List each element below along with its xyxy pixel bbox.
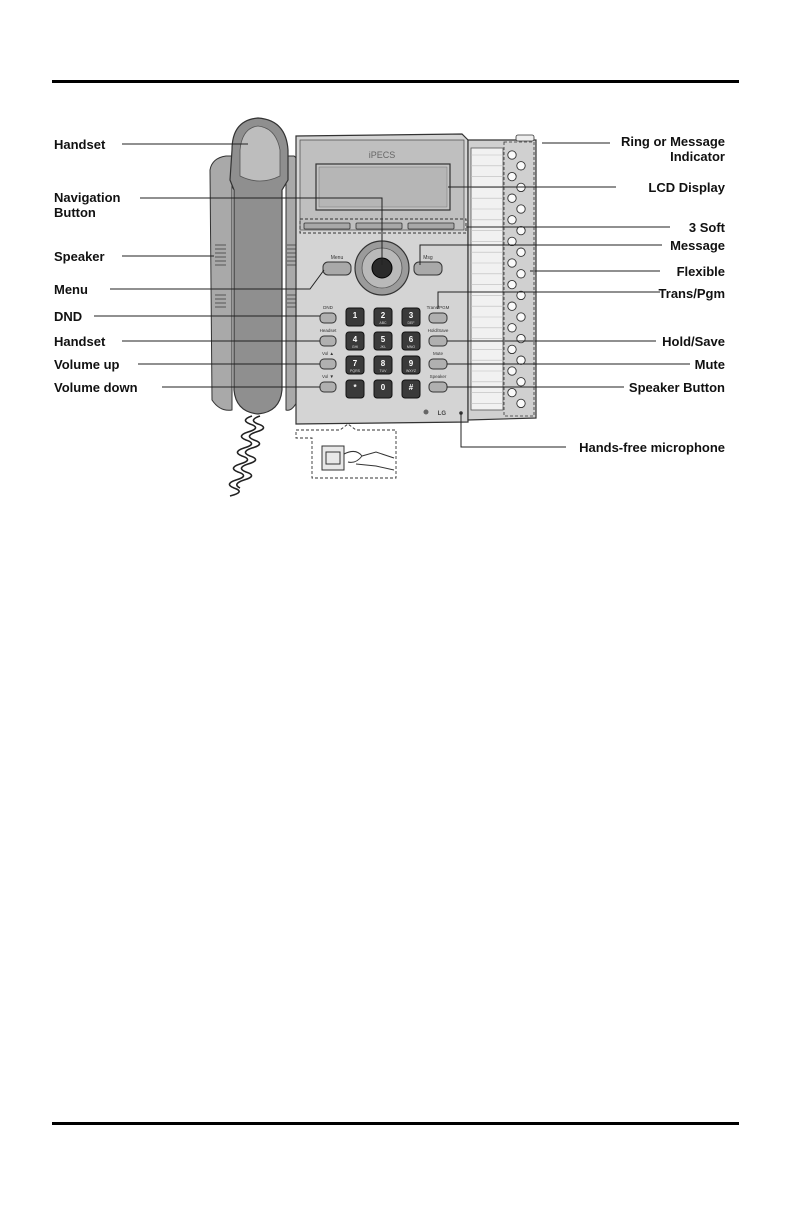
led-icon[interactable] — [508, 151, 516, 159]
led-icon[interactable] — [517, 248, 525, 256]
dial-key-digit: 5 — [380, 335, 386, 344]
ring-indicator — [516, 135, 534, 141]
label-handset: Handset — [54, 137, 106, 152]
led-icon[interactable] — [508, 367, 516, 375]
led-icon[interactable] — [508, 172, 516, 180]
dial-key-6[interactable] — [402, 332, 420, 350]
led-icon[interactable] — [517, 270, 525, 278]
dial-key-4[interactable] — [346, 332, 364, 350]
label-speaker: Speaker — [54, 249, 105, 264]
led-icon[interactable] — [508, 216, 516, 224]
soft-keys — [304, 223, 454, 229]
cable-hook — [344, 451, 362, 462]
trans-pgm-key — [429, 313, 447, 323]
dial-key-3[interactable] — [402, 308, 420, 326]
dnd-key — [320, 313, 336, 323]
label-navigation-line1: Navigation — [54, 190, 121, 205]
label-menu: Menu — [54, 282, 88, 297]
dial-key-star[interactable] — [346, 380, 364, 398]
dial-key-digit: 6 — [408, 335, 414, 344]
dial-key-digit: 8 — [380, 359, 386, 368]
menu-key-label: Menu — [330, 255, 344, 261]
cradle-left — [210, 156, 232, 410]
led-icon[interactable] — [517, 399, 525, 407]
led-icon[interactable] — [517, 205, 525, 213]
mute-key-label: Mute — [432, 351, 444, 356]
label-soft: 3 Soft — [688, 220, 725, 235]
dial-key-digit: 0 — [380, 383, 386, 392]
dnd-key-label: DND — [323, 305, 333, 310]
volume-up-key — [320, 359, 336, 369]
soft-key-2 — [356, 223, 402, 229]
dial-key-letters: GHI — [351, 345, 359, 349]
dial-key-digit: 9 — [408, 359, 414, 368]
rj-jack-icon — [322, 446, 344, 470]
message-key — [414, 262, 442, 275]
speaker-key-label: Speaker — [429, 374, 447, 379]
label-message: Message — [670, 238, 725, 253]
volume-up-key-label: Vol ▲ — [322, 351, 334, 356]
led-icon[interactable] — [508, 302, 516, 310]
dial-key-letters: TUV — [379, 369, 387, 373]
led-icon[interactable] — [517, 378, 525, 386]
dial-key-digit: 3 — [408, 311, 414, 320]
label-lcd-display: LCD Display — [648, 180, 725, 195]
dial-key-1[interactable] — [346, 308, 364, 326]
volume-down-key-label: Vol ▼ — [322, 374, 334, 379]
dial-key-5[interactable] — [374, 332, 392, 350]
headset-key — [320, 336, 336, 346]
label-ring-line2: Indicator — [670, 149, 725, 164]
led-icon[interactable] — [517, 162, 525, 170]
menu-key — [323, 262, 351, 275]
label-flexible: Flexible — [676, 264, 725, 279]
label-dnd: DND — [54, 309, 83, 324]
dial-key-9[interactable] — [402, 356, 420, 374]
certification-mark — [424, 410, 429, 415]
label-speaker-button: Speaker Button — [628, 380, 725, 395]
dial-key-letters: PQRS — [350, 369, 360, 373]
dial-key-digit: * — [353, 383, 357, 392]
led-icon[interactable] — [508, 280, 516, 288]
dial-key-7[interactable] — [346, 356, 364, 374]
dial-key-letters: ABC — [379, 321, 387, 325]
dial-key-letters: MNO — [406, 345, 416, 349]
label-handset-key: Handset — [54, 334, 106, 349]
dial-key-0[interactable] — [374, 380, 392, 398]
soft-key-3 — [408, 223, 454, 229]
led-icon[interactable] — [517, 334, 525, 342]
handset-earpiece — [240, 126, 280, 181]
dial-key-letters: DEF — [407, 321, 415, 325]
manufacturer-logo: LG — [437, 411, 446, 417]
dial-key-digit: 1 — [352, 311, 358, 320]
label-hold-save: Hold/Save — [662, 334, 725, 349]
dial-key-digit: 2 — [380, 311, 386, 320]
dial-key-hash[interactable] — [402, 380, 420, 398]
label-volume-up: Volume up — [54, 357, 120, 372]
label-navigation-line2: Button — [54, 205, 96, 220]
dial-key-digit: 4 — [352, 335, 358, 344]
message-key-label: Msg — [423, 255, 433, 261]
hold-save-key — [429, 336, 447, 346]
dial-key-letters: JKL — [379, 345, 387, 349]
dial-key-8[interactable] — [374, 356, 392, 374]
trans-pgm-key-label: Trans/PGM — [426, 305, 450, 310]
led-icon[interactable] — [517, 356, 525, 364]
led-icon[interactable] — [508, 237, 516, 245]
led-icon[interactable] — [508, 259, 516, 267]
mute-key — [429, 359, 447, 369]
led-icon[interactable] — [508, 388, 516, 396]
label-mute: Mute — [694, 357, 725, 372]
jack-detail — [296, 424, 396, 478]
dial-key-2[interactable] — [374, 308, 392, 326]
volume-down-key — [320, 382, 336, 392]
lcd-inner — [319, 167, 447, 207]
hold-save-key-label: Hold/Save — [427, 328, 449, 333]
label-ring-line1: Ring or Message — [620, 134, 725, 149]
dial-key-digit: 7 — [352, 359, 358, 368]
label-hands-free: Hands-free microphone — [579, 440, 725, 455]
label-trans-pgm: Trans/Pgm — [658, 286, 725, 301]
dial-key-letters: WXYZ — [405, 369, 417, 373]
led-icon[interactable] — [508, 194, 516, 202]
headset-key-label: Headset — [319, 328, 337, 333]
speaker-key — [429, 382, 447, 392]
soft-key-1 — [304, 223, 350, 229]
coiled-cord — [229, 416, 263, 496]
led-icon[interactable] — [517, 226, 525, 234]
label-volume-down: Volume down — [54, 380, 138, 395]
led-icon[interactable] — [508, 345, 516, 353]
led-icon[interactable] — [517, 313, 525, 321]
brand-logo: iPECS — [368, 150, 396, 160]
dial-key-digit: # — [408, 383, 414, 392]
led-icon[interactable] — [508, 324, 516, 332]
